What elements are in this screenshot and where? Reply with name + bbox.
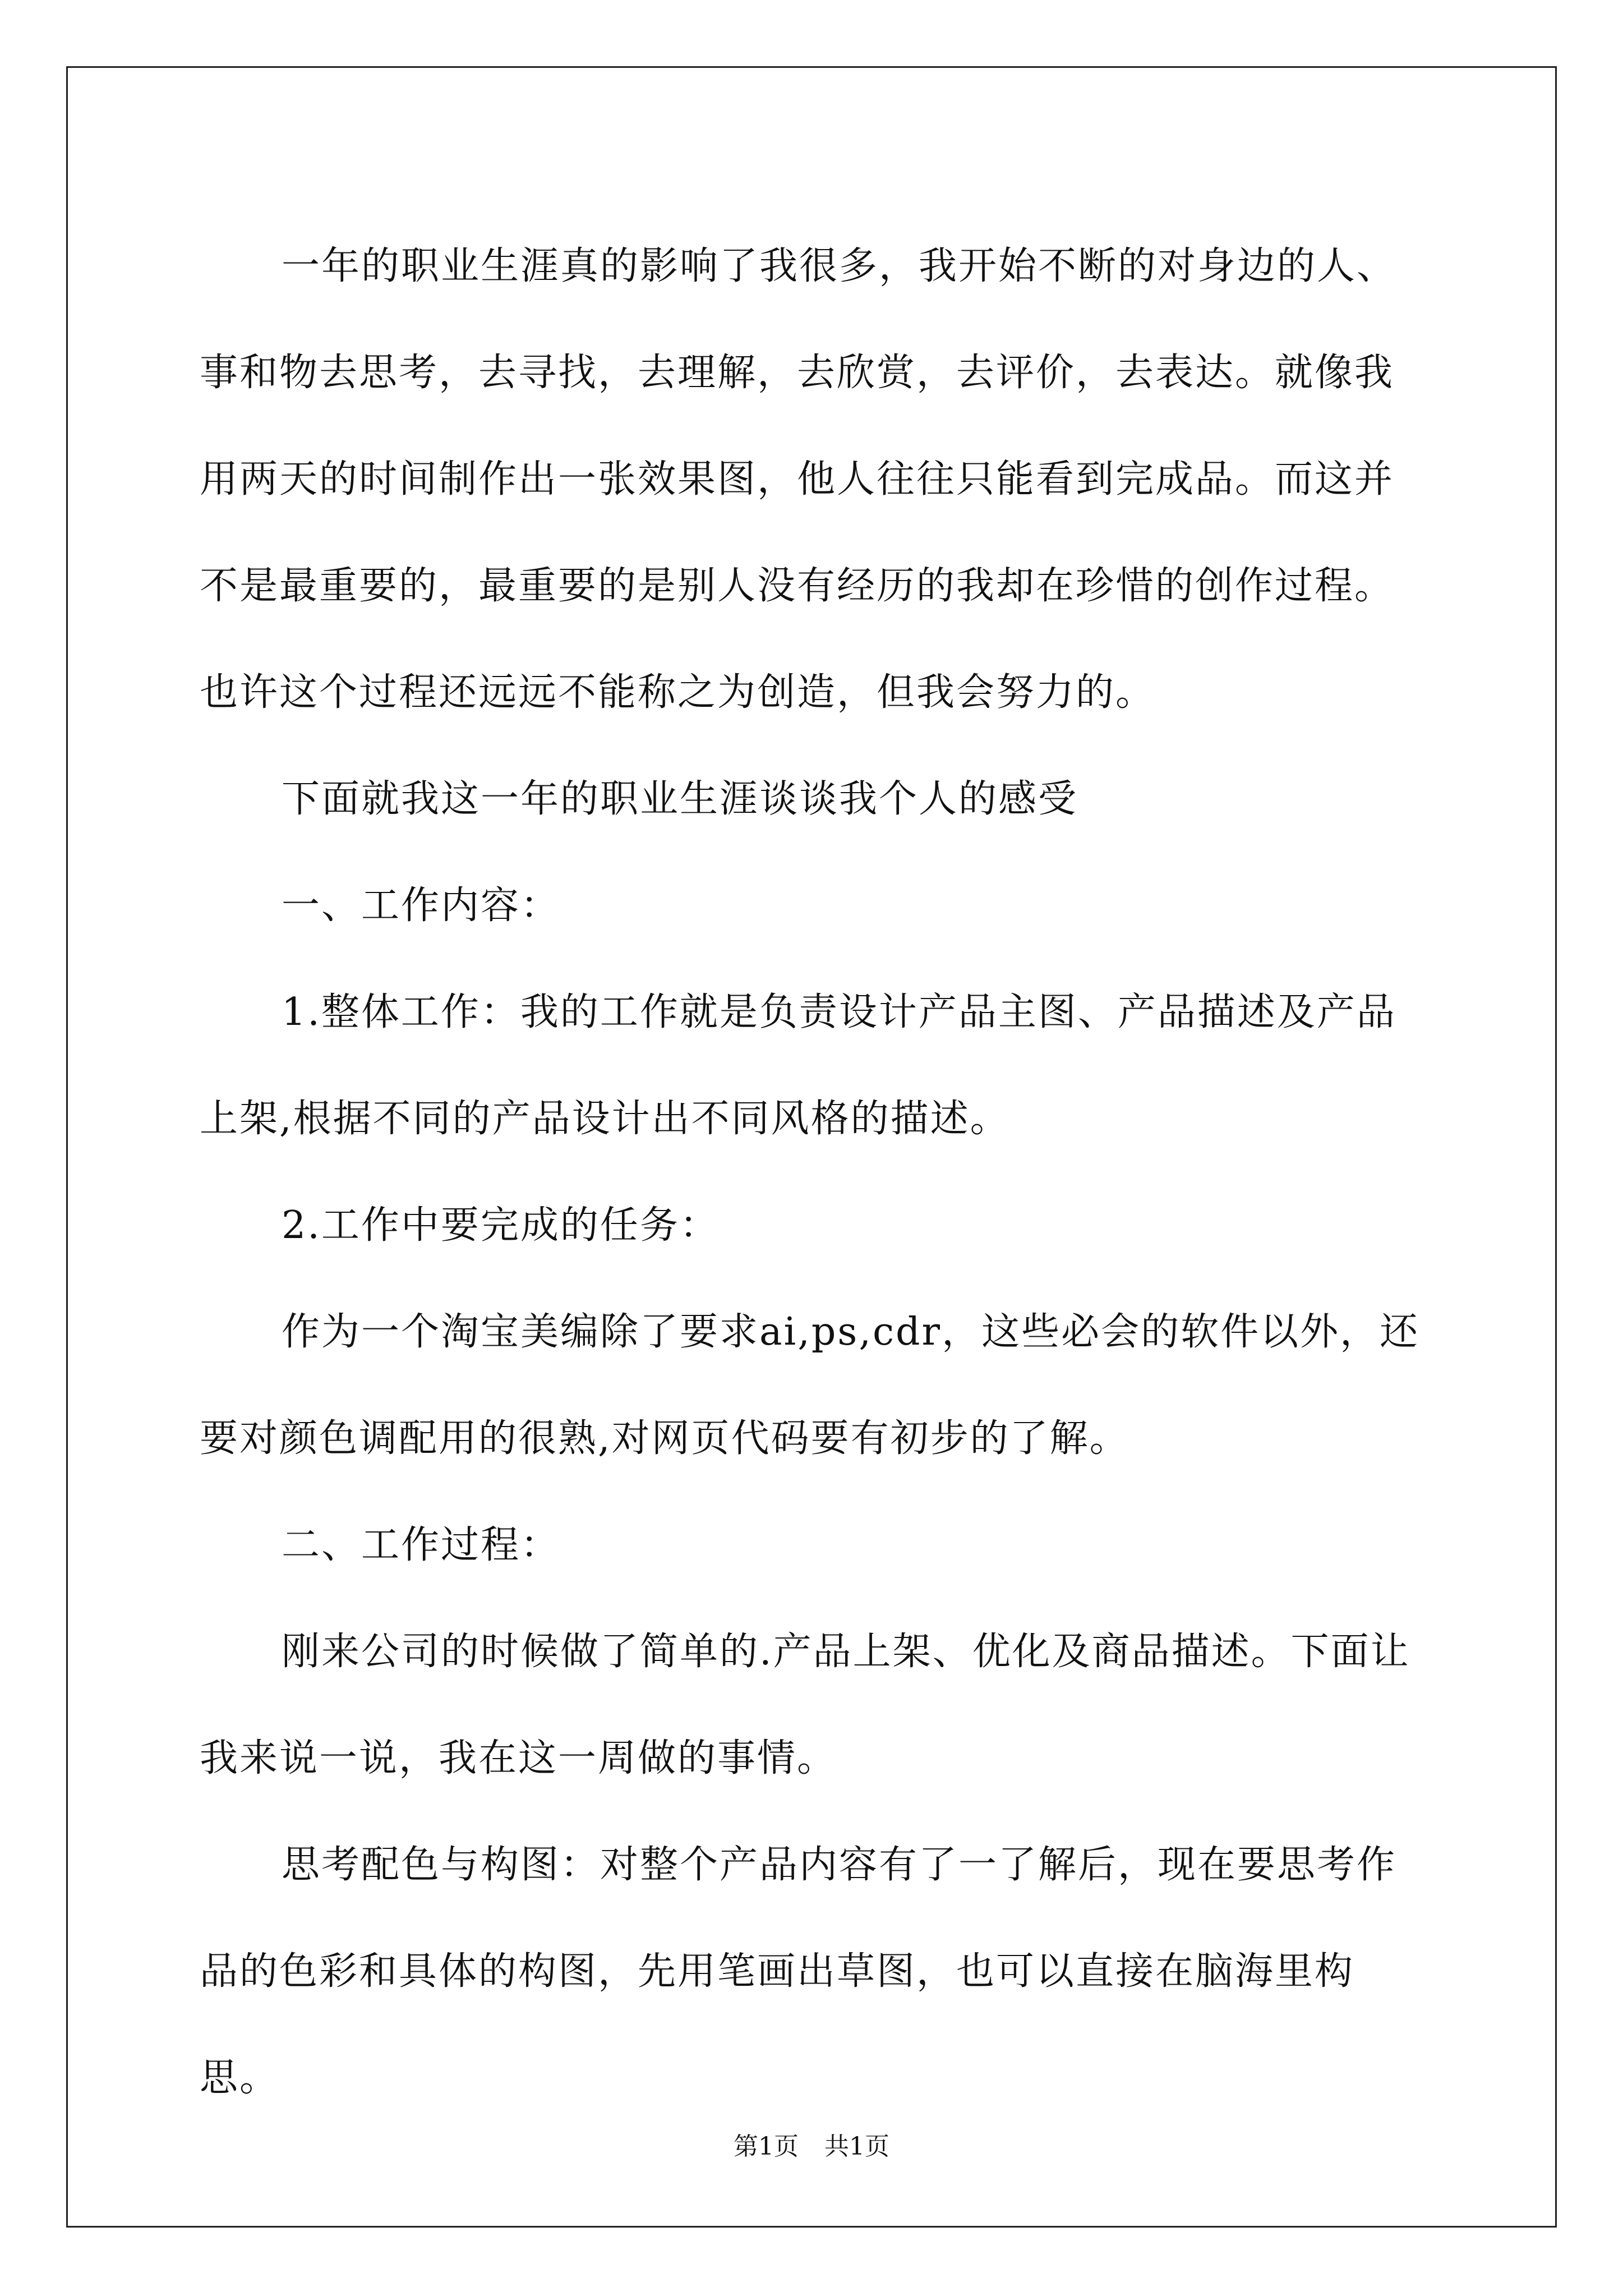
paragraph-intro: 一年的职业生涯真的影响了我很多，我开始不断的对身边的人、事和物去思考，去寻找，去理解，去欣赏，去评价，去表达。就像我用两天的时间制作出一张效果图，他人往往只能看到完成品。而这并不是最重要的，最重要的是别人没有经历的我却在珍惜的创作过程。也许这个过程还远远不能称之为创造，但我会努力的。 — [200, 244, 1397, 715]
paragraph-lead-in: 下面就我这一年的职业生涯谈谈我个人的感受 — [282, 777, 1078, 821]
paragraph-tasks-detail: 作为一个淘宝美编除了要求ai,ps,cdr，这些必会的软件以外，还要对颜色调配用的很熟,对网页代码要有初步的了解。 — [200, 1310, 1420, 1461]
page-total: 共1页 — [824, 2132, 889, 2161]
paragraph-first-week: 刚来公司的时候做了简单的.产品上架、优化及商品描述。下面让我来说一说，我在这一周做的事情。 — [200, 1630, 1410, 1780]
page-footer — [0, 2126, 1623, 2162]
section-heading-work-content: 一、工作内容： — [282, 884, 561, 928]
paragraph-color-composition: 思考配色与构图：对整个产品内容有了一了解后，现在要思考作品的色彩和具体的构图，先用笔画出草图，也可以直接在脑海里构思。 — [200, 1843, 1397, 2100]
paragraph-overall-work: 1.整体工作：我的工作就是负责设计产品主图、产品描述及产品上架,根据不同的产品设计出不同风格的描述。 — [200, 990, 1396, 1141]
document-body — [200, 213, 1433, 2132]
page-number: 第1页 — [734, 2132, 799, 2161]
paragraph-tasks-heading: 2.工作中要完成的任务： — [282, 1203, 720, 1248]
section-heading-work-process: 二、工作过程： — [282, 1523, 561, 1567]
